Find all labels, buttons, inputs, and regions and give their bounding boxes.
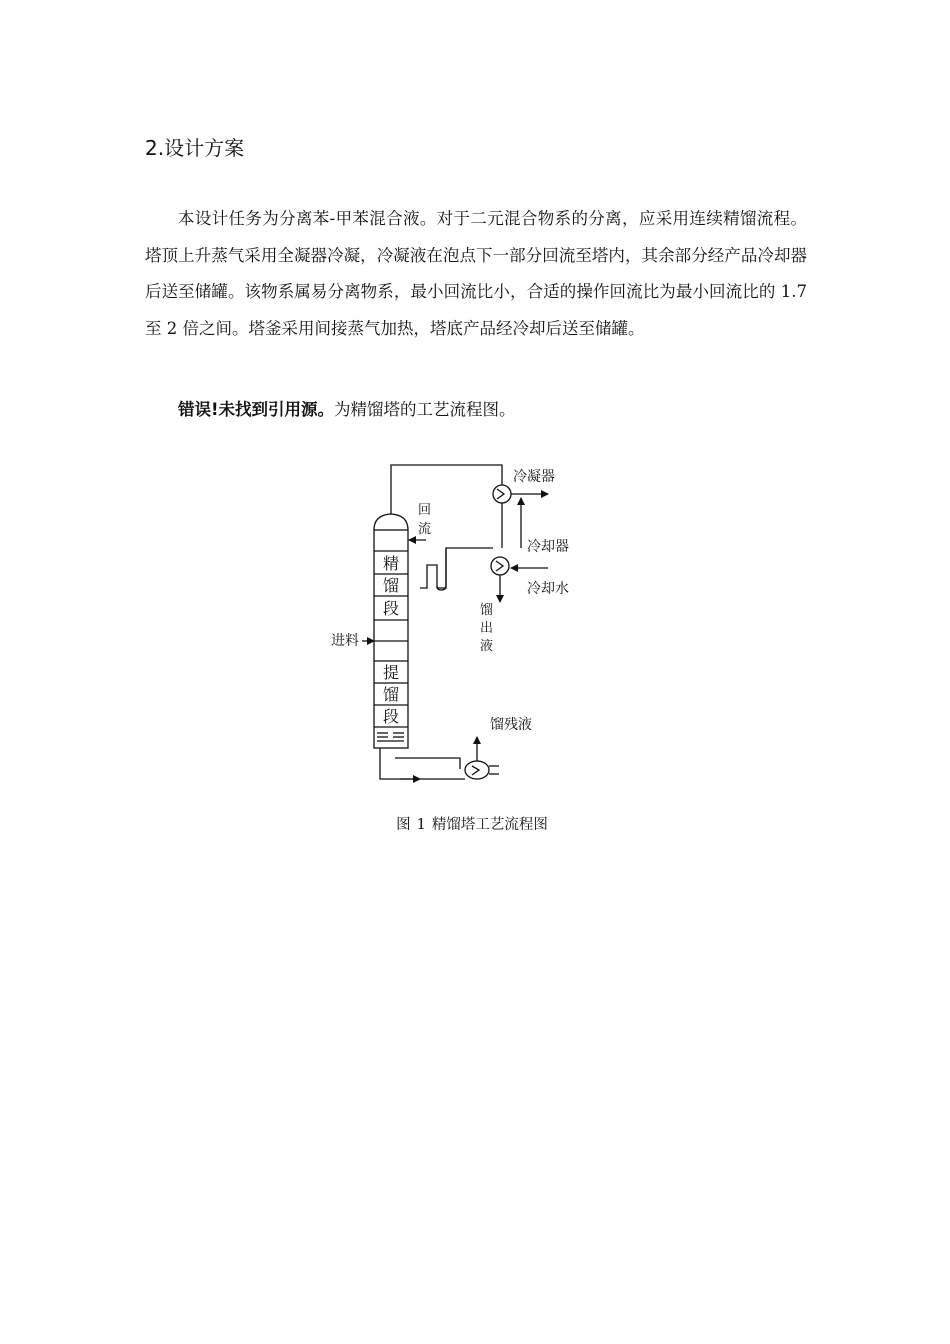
vapour-line [391, 465, 502, 514]
rectifying-section-label: 馏 [383, 576, 400, 595]
caption-number: 1 [416, 817, 426, 833]
body-paragraph: 本设计任务为分离苯-甲苯混合液。对于二元混合物系的分离，应采用连续精馏流程。塔顶上升蒸气采用全凝器冷凝，冷凝液在泡点下一部分回流至塔内，其余部分经产品冷却器后送至储罐。该物系属易分离物系，最小回流比小，合适的操作回流比为最小回流比的 1.7 至 2 倍之间。塔釜采用间接蒸气加热，塔底产品经冷却后送至储罐。 [145, 209, 807, 338]
distillate-label: 液 [480, 639, 494, 654]
caption-text: 精馏塔工艺流程图 [431, 817, 548, 833]
feed-label: 进料 [331, 633, 359, 649]
rectifying-section-label: 精 [383, 554, 400, 573]
broken-reference-text[interactable]: 错误!未找到引用源。 [178, 400, 335, 419]
cooling-water-label: 冷却水 [527, 581, 569, 597]
reference-paragraph [145, 392, 807, 429]
residue-label: 馏残液 [490, 717, 532, 733]
stripping-section-label: 提 [383, 663, 400, 682]
distillate-label: 出 [480, 621, 494, 636]
reflux-label: 流 [418, 522, 432, 537]
rectifying-section-label: 段 [383, 599, 400, 618]
column-dome [374, 514, 408, 530]
reflux-label: 回 [418, 503, 432, 518]
condenser-icon [493, 485, 511, 503]
cooler-label: 冷却器 [527, 539, 569, 555]
condenser-label: 冷凝器 [513, 469, 555, 485]
cooler-icon [491, 557, 509, 575]
distillate-label: 馏 [480, 603, 494, 618]
caption-label: 图 [396, 817, 411, 833]
reference-paragraph-text: 为精馏塔的工艺流程图。 [334, 400, 516, 419]
stripping-section-label: 馏 [383, 685, 400, 704]
section-heading: 2.设计方案 [145, 136, 245, 160]
figure-caption [0, 813, 950, 834]
distillation-flow-diagram [320, 455, 600, 795]
reflux-line [420, 548, 493, 588]
reboiler-icon [465, 761, 489, 779]
stripping-section-label: 段 [383, 707, 400, 726]
bottoms-line [380, 748, 465, 779]
